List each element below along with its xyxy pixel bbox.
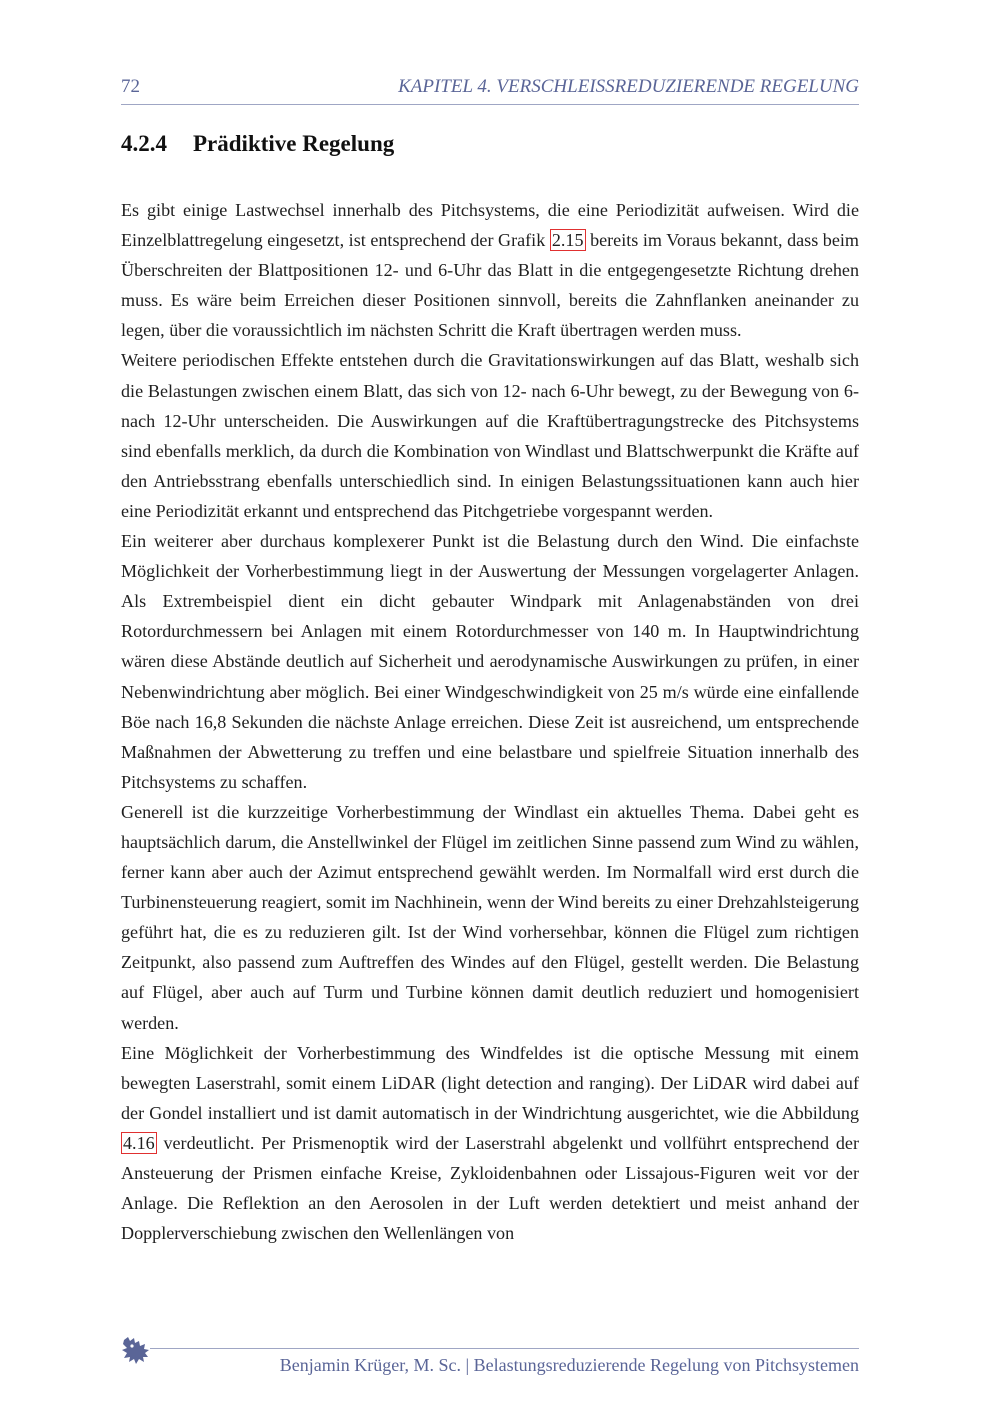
- page-footer: Benjamin Krüger, M. Sc. | Belastungsreduzierende Regelung von Pitchsystemen: [279, 1355, 859, 1375]
- section-heading: [121, 131, 394, 157]
- paragraph: Weitere periodischen Effekte entstehen durch die Gravitationswirkungen auf das Blatt, weshalb sich die Belastungen zwischen einem Blatt, das sich von 12- nach 6-Uhr bewegt, zu der Bewegung von 6- nach 12-Uhr unterscheiden. Die Auswirkungen auf die Kraftübertragungstrecke des Pitchsystems sind ebenfalls merklich, da durch die Kombination von Windlast und Blattschwerpunkt die Kräfte auf den Antriebsstrang ebenfalls unterschiedlich sind. In einigen Belastungssituationen kann auch hier eine Periodizität erkannt und entsprechend das Pitchgetriebe vorgespannt werden.: [121, 350, 859, 521]
- figure-reference-link[interactable]: 2.15: [551, 230, 584, 251]
- section-number: 4.2.4: [121, 131, 167, 156]
- footer-rule: [150, 1348, 859, 1349]
- section-title: Prädiktive Regelung: [193, 131, 395, 156]
- body-text: [121, 195, 859, 1248]
- running-chapter-title: KAPITEL 4. VERSCHLEISSREDUZIERENDE REGELUNG: [398, 76, 859, 97]
- paragraph-text: verdeutlicht. Per Prismenoptik wird der Laserstrahl abgelenkt und vollführt entsprechend der Ansteuerung der Prismen einfache Kreise, Zykloidenbahnen oder Lissajous-Figuren weit vor der Anlage. Die Reflektion an den Aerosolen in der Luft werden detektiert und meist anhand der Dopplerverschiebung zwischen den Wellenlängen von: [121, 1132, 859, 1244]
- page-number: 72: [121, 76, 140, 97]
- page-header: [121, 76, 859, 105]
- paragraph-text: Eine Möglichkeit der Vorherbestimmung des Windfeldes ist die optische Messung mit einem bewegten Laserstrahl, somit einem LiDAR (light detection and ranging). Der LiDAR wird dabei auf der Gondel installiert und ist damit automatisch in der Windrichtung ausgerichtet, wie die Abbildung: [121, 1042, 859, 1123]
- heraldic-lion-icon: [120, 1334, 152, 1366]
- paragraph: Ein weiterer aber durchaus komplexerer Punkt ist die Belastung durch den Wind. Die einfachste Möglichkeit der Vorherbestimmung liegt in der Auswertung der Messungen vorgelagerter Anlagen. Als Extrembeispiel dient ein dicht gebauter Windpark mit Anlagenabständen von drei Rotordurchmessern bei Anlagen mit einem Rotordurchmesser von 140 m. In Hauptwindrichtung wären diese Abstände deutlich auf Sicherheit und aerodynamische Auswirkungen zu prüfen, in einer Nebenwindrichtung aber möglich. Bei einer Windgeschwindigkeit von 25 m/s würde eine einfallende Böe nach 16,8 Sekunden die nächste Anlage erreichen. Diese Zeit ist ausreichend, um entsprechende Maßnahmen der Abwetterung zu treffen und eine belastbare und spielfreie Situation innerhalb des Pitchsystems zu schaffen.: [121, 531, 859, 792]
- paragraph: [121, 1038, 859, 1249]
- paragraph: [121, 195, 859, 345]
- figure-reference-link[interactable]: 4.16: [123, 1132, 155, 1153]
- paragraph: Generell ist die kurzzeitige Vorherbestimmung der Windlast ein aktuelles Thema. Dabei geht es hauptsächlich darum, die Anstellwinkel der Flügel im zeitlichen Sinne passend zum Wind zu wählen, ferner kann aber auch der Azimut entsprechend gewählt werden. Im Normalfall wird erst durch die Turbinensteuerung reagiert, somit im Nachhinein, wenn der Wind bereits zu einer Drehzahlsteigerung geführt hat, die es zu reduzieren gilt. Ist der Wind vorhersehbar, können die Flügel zum richtigen Zeitpunkt, also passend zum Auftreffen des Windes auf den Flügel, gestellt werden. Die Belastung auf Flügel, aber auch auf Turm und Turbine können damit deutlich reduziert und homogenisiert werden.: [121, 801, 859, 1033]
- paragraph-text: Es gibt einige Lastwechsel innerhalb des Pitchsystems, die eine Periodizität aufweisen. Wird die Einzelblattregelung eingesetzt, ist entsprechend der Grafik: [121, 200, 859, 251]
- paragraph-text: bereits im Voraus bekannt, dass beim Überschreiten der Blattpositionen 12- und 6-Uhr das Blatt in die entgegengesetzte Richtung drehen muss. Es wäre beim Erreichen dieser Positionen sinnvoll, bereits die Zahnflanken aneinander zu legen, über die voraussichtlich im nächsten Schritt die Kraft übertragen werden muss.: [121, 230, 859, 341]
